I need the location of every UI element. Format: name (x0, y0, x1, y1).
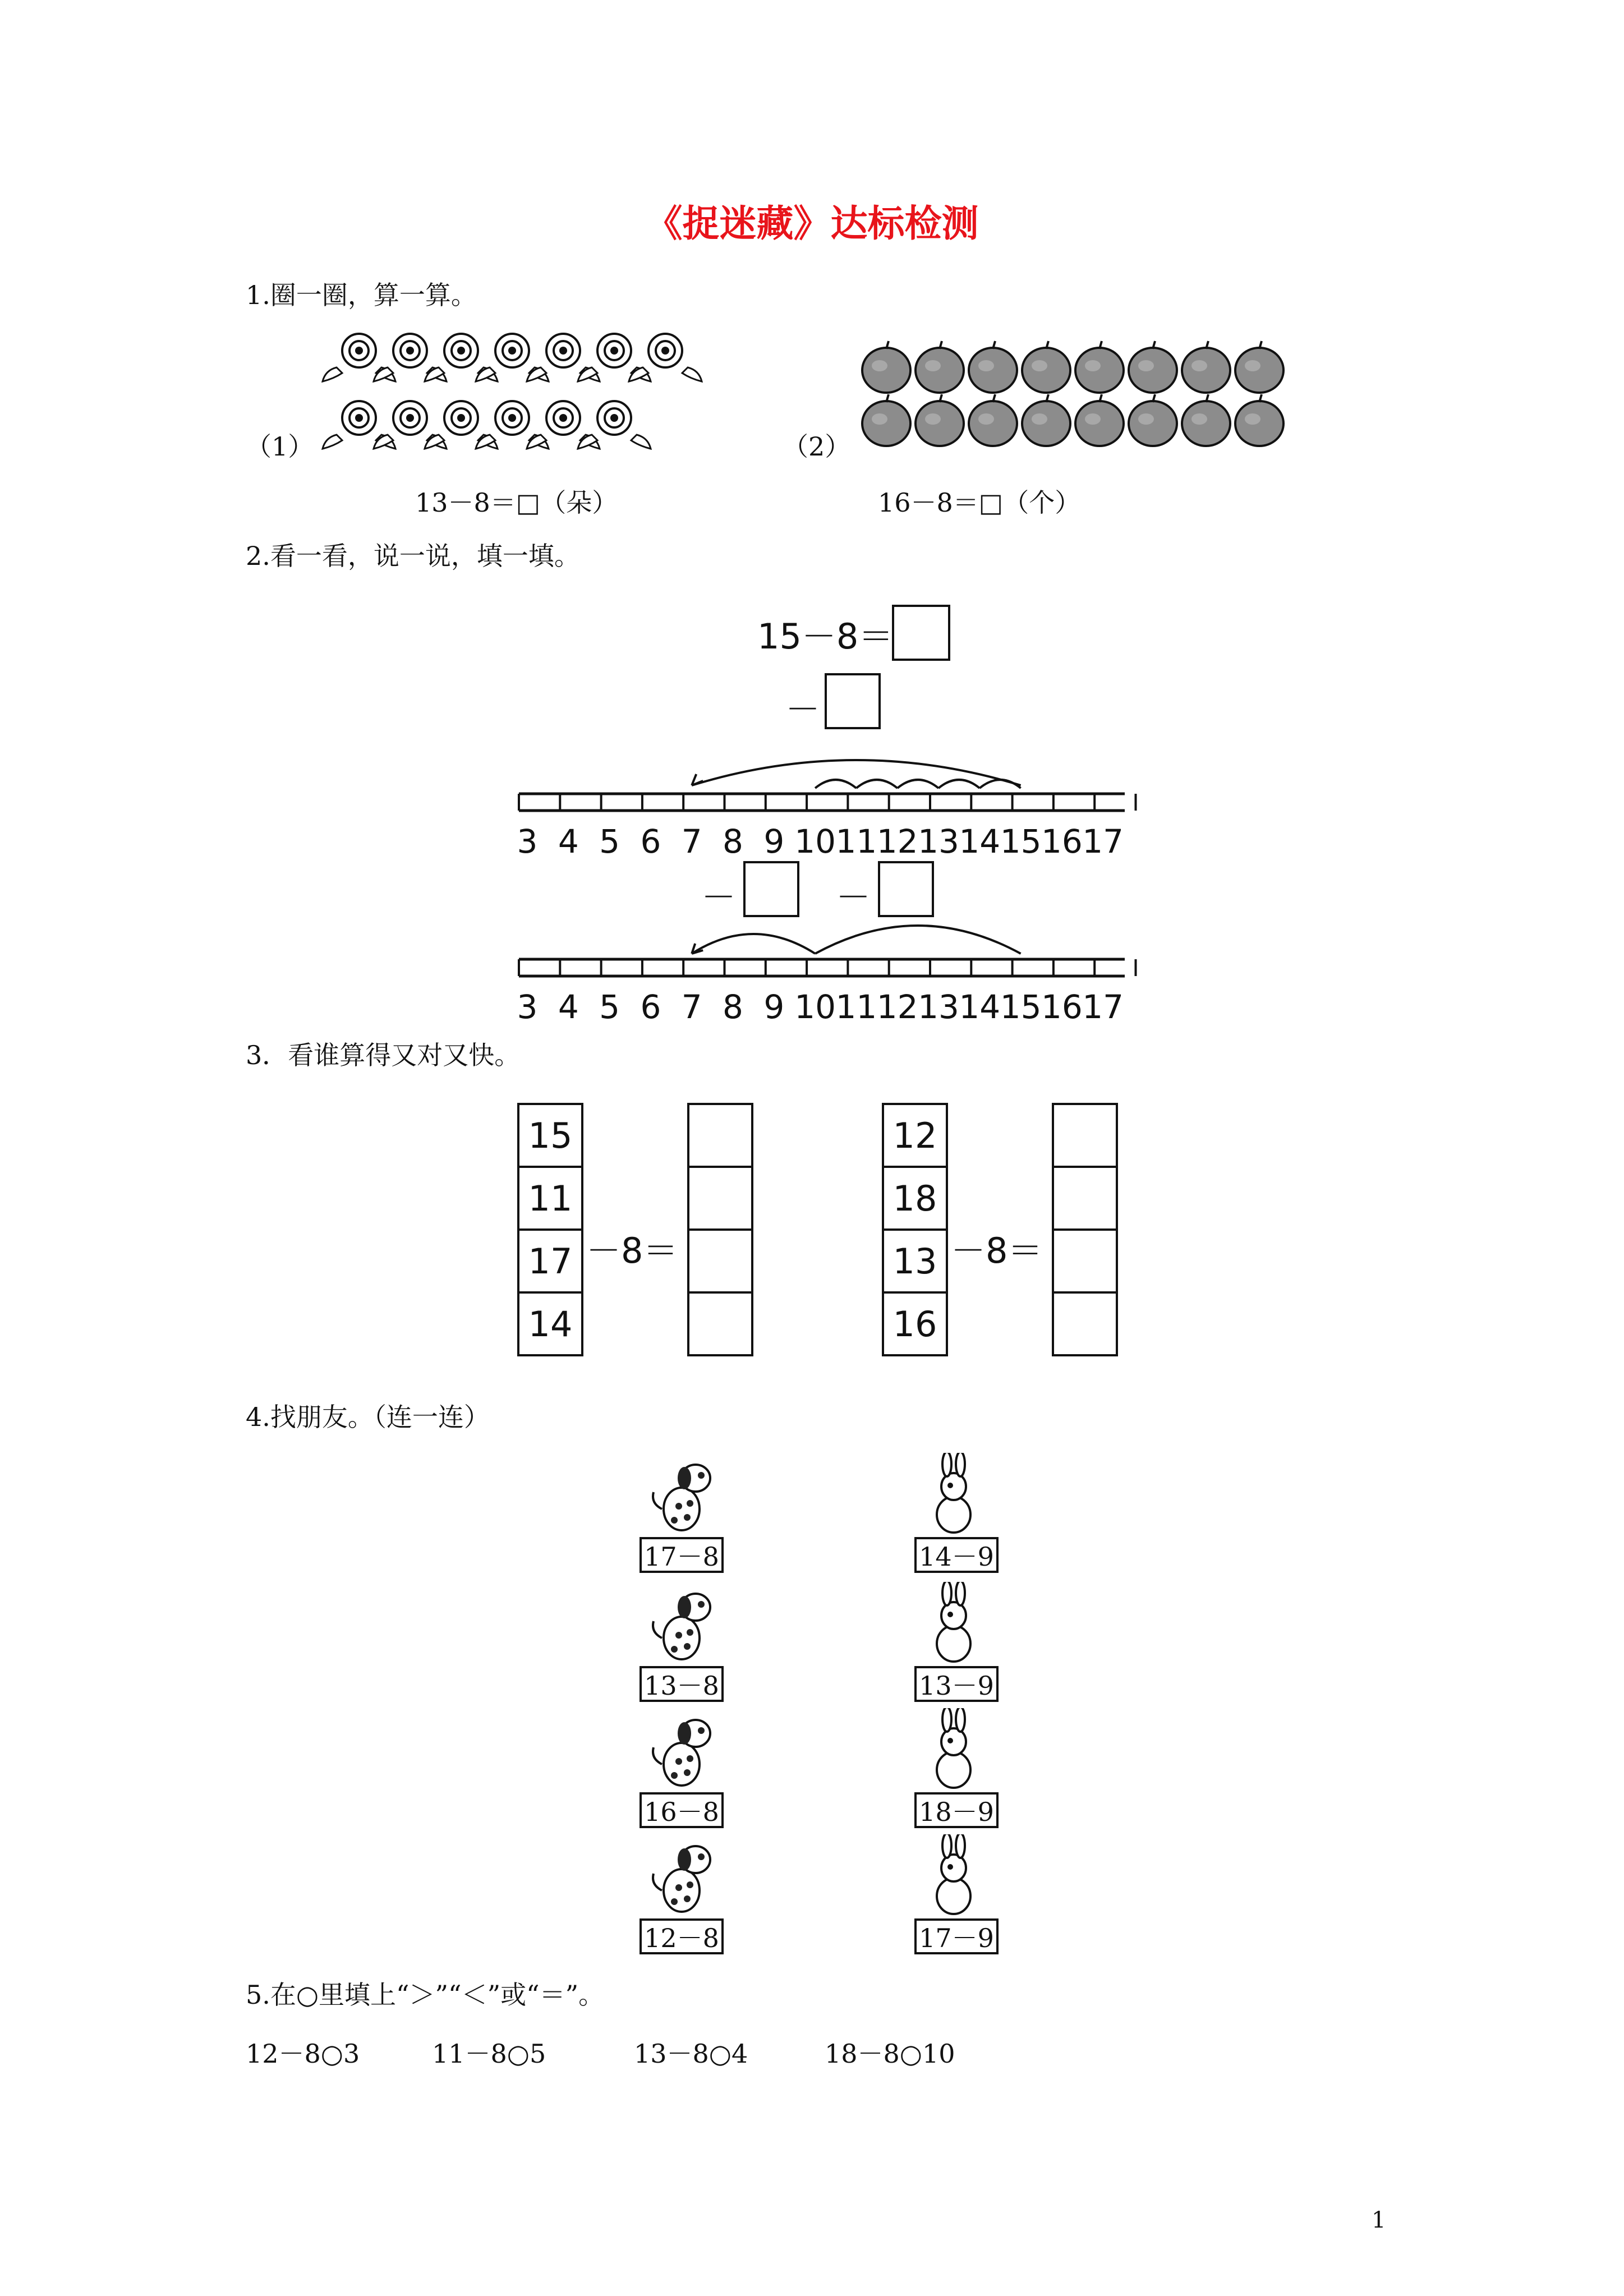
q2-minus-sign-2: － (701, 877, 737, 918)
numberline-label: 8 (723, 988, 743, 1026)
rabbit-card[interactable] (914, 1582, 999, 1700)
q2-prompt: 2.看一看，说一说，填一填。 (246, 541, 580, 571)
dog-icon (640, 1834, 724, 1918)
numberline-label: 10 (794, 822, 836, 861)
q5-prompt: 5.在○里填上“＞”“＜”或“＝”。 (246, 1980, 605, 2010)
q5-item-4: 18－8○10 (825, 2039, 955, 2069)
q1-eq1: 13－8＝□（朵） (415, 487, 618, 518)
numberline-label: 16 (1041, 988, 1083, 1026)
numberline-label: 6 (640, 988, 661, 1026)
q3-right-numbers (882, 1105, 948, 1356)
answer-cell[interactable] (1052, 1103, 1118, 1168)
numberline-label: 11 (835, 822, 877, 861)
q3-right-answers (1052, 1105, 1118, 1356)
numberline-label: 9 (763, 988, 785, 1026)
dog-expression: 13－8 (640, 1666, 724, 1702)
rabbit-expression: 13－9 (914, 1666, 999, 1702)
numberline-label: 5 (599, 822, 620, 861)
dog-expression: 12－8 (640, 1918, 724, 1954)
numberline-label: 14 (959, 988, 1001, 1026)
dog-expression: 17－8 (640, 1537, 724, 1573)
number-cell: 11 (517, 1166, 583, 1231)
numberline-label: 17 (1082, 822, 1124, 861)
q3-prompt: 3．看谁算得又对又快。 (246, 1040, 521, 1070)
numberline-label: 17 (1082, 988, 1124, 1026)
answer-cell[interactable] (1052, 1166, 1118, 1231)
q5-item-3: 13－8○4 (634, 2039, 748, 2069)
dog-icon (640, 1453, 724, 1537)
dog-icon (640, 1582, 724, 1666)
number-cell: 13 (882, 1228, 948, 1294)
numberline-label: 16 (1041, 822, 1083, 861)
page-title: 《捉迷藏》达标检测 (645, 202, 979, 245)
numberline-label: 5 (599, 988, 620, 1026)
q1-part2-label: （2） (783, 431, 851, 462)
numberline-label: 4 (558, 988, 579, 1026)
numberline-label: 10 (794, 988, 836, 1026)
dog-icon (640, 1708, 724, 1792)
numberline-label: 13 (918, 822, 959, 861)
q2-minus-sign-3: － (836, 877, 871, 918)
numberline-label: 12 (876, 822, 918, 861)
answer-cell[interactable] (687, 1166, 753, 1231)
q1-prompt: 1.圈一圈，算一算。 (246, 280, 477, 310)
answer-cell[interactable] (1052, 1291, 1118, 1356)
q1-part1-label: （1） (246, 431, 314, 462)
q3-left-answers (687, 1105, 753, 1356)
rabbit-icon (914, 1708, 999, 1792)
numberline-label: 15 (1000, 988, 1042, 1026)
numberline-label: 14 (959, 822, 1001, 861)
numberline-label: 4 (558, 822, 579, 861)
q3-right-operator: －8＝ (951, 1230, 1043, 1271)
rabbit-card[interactable] (914, 1834, 999, 1952)
rabbit-expression: 14－9 (914, 1537, 999, 1573)
number-line-1 (517, 760, 1136, 861)
dog-expression: 16－8 (640, 1792, 724, 1828)
dog-card[interactable] (640, 1834, 724, 1952)
numberline-label: 12 (876, 988, 918, 1026)
q1-eq2: 16－8＝□（个） (878, 487, 1081, 518)
number-cell: 17 (517, 1228, 583, 1294)
answer-cell[interactable] (1052, 1228, 1118, 1294)
number-cell: 18 (882, 1166, 948, 1231)
number-cell: 12 (882, 1103, 948, 1168)
q3-left-operator: －8＝ (586, 1230, 678, 1271)
rabbit-expression: 17－9 (914, 1918, 999, 1954)
q3-left-numbers (517, 1105, 583, 1356)
rabbit-icon (914, 1453, 999, 1537)
numberline-label: 8 (723, 822, 743, 861)
numberline-label: 15 (1000, 822, 1042, 861)
numberline-label: 3 (517, 822, 538, 861)
rabbit-icon (914, 1834, 999, 1918)
answer-cell[interactable] (687, 1103, 753, 1168)
numberline-label: 3 (517, 988, 538, 1026)
number-cell: 16 (882, 1291, 948, 1356)
number-cell: 15 (517, 1103, 583, 1168)
dog-card[interactable] (640, 1582, 724, 1700)
rabbit-card[interactable] (914, 1453, 999, 1571)
q2-minus-sign: － (785, 689, 821, 730)
numberline-label: 9 (763, 822, 785, 861)
numberline-label: 6 (640, 822, 661, 861)
answer-cell[interactable] (687, 1291, 753, 1356)
numberline-label: 7 (681, 822, 702, 861)
number-cell: 14 (517, 1291, 583, 1356)
number-line-2 (517, 926, 1136, 1026)
page-number: 1 (1372, 2207, 1386, 2233)
rabbit-expression: 18－9 (914, 1792, 999, 1828)
numberline-label: 11 (835, 988, 877, 1026)
dog-card[interactable] (640, 1708, 724, 1826)
q4-prompt: 4.找朋友。（连一连） (246, 1402, 490, 1432)
q5-item-1: 12－8○3 (246, 2039, 360, 2069)
answer-cell[interactable] (687, 1228, 753, 1294)
dog-card[interactable] (640, 1453, 724, 1571)
rabbit-icon (914, 1582, 999, 1666)
q2-equation: 15－8＝ (757, 616, 894, 657)
q5-item-2: 11－8○5 (432, 2039, 546, 2069)
numberline-label: 13 (918, 988, 959, 1026)
rabbit-card[interactable] (914, 1708, 999, 1826)
numberline-label: 7 (681, 988, 702, 1026)
